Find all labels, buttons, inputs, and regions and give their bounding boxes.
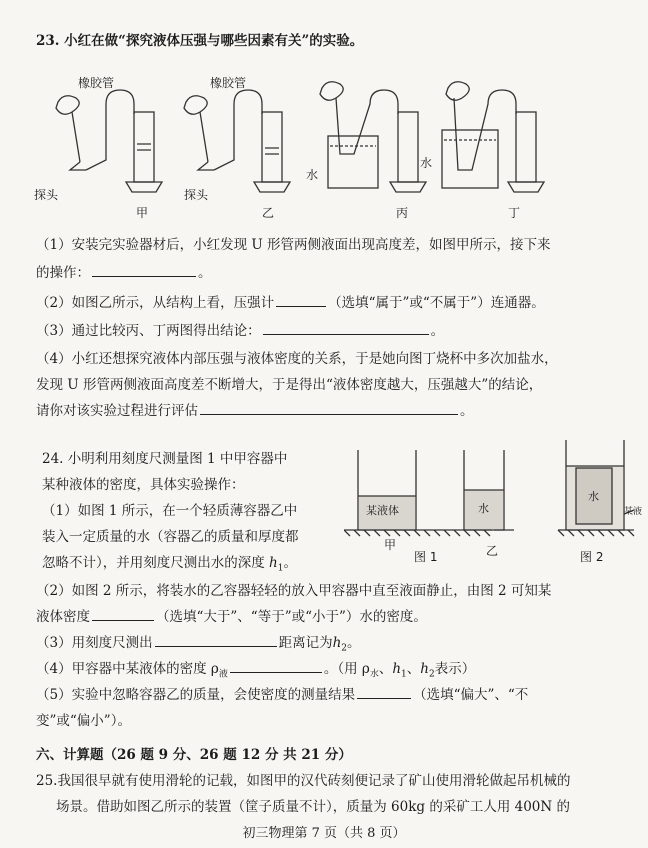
- q23-title: 23. 小红在做“探究液体压强与哪些因素有关”的实验。: [36, 33, 364, 49]
- label-water-d: 水: [420, 156, 433, 170]
- q23-answer-blank-1[interactable]: [92, 264, 196, 277]
- q24-part4-h2-sub: 2: [428, 669, 435, 680]
- label-liquid-fig2: 某液: [624, 507, 643, 517]
- q24-answer-blank-4[interactable]: [230, 660, 322, 673]
- q23-part1-suffix: 。: [198, 265, 212, 281]
- q23-part1-prefix: 的操作：: [36, 265, 90, 281]
- q24-part5-line2: 变”或“偏小”）。: [36, 713, 131, 729]
- q24-part4-mid: 。（用 ρ: [323, 661, 370, 677]
- u-tube-d: [516, 112, 536, 182]
- q24-part3-var: h: [332, 635, 342, 651]
- q23-part2-suffix: （选填“属于”或“不属于”）连通器。: [328, 295, 545, 311]
- caption-bing: 丙: [396, 206, 409, 220]
- q24-line4: 装入一定质量的水（容器乙的质量和厚度都: [42, 529, 299, 545]
- hand-icon-b: [184, 96, 207, 115]
- q24-part4-h2: h: [420, 661, 429, 677]
- q24-line5: [42, 554, 297, 578]
- caption-fig2: 图 2: [580, 550, 604, 564]
- q24-answer-blank-5[interactable]: [357, 686, 411, 699]
- q23-part2-prefix: （2）如图乙所示，从结构上看，压强计: [36, 295, 275, 311]
- q23-part4-prefix: 请你对该实验过程进行评估: [36, 403, 198, 419]
- beaker-d: [442, 130, 498, 188]
- u-tube-c: [398, 112, 418, 182]
- caption-jia: 甲: [136, 206, 149, 220]
- q24-part4-sep1: 、: [378, 661, 393, 677]
- u-tube-a: [134, 112, 154, 182]
- hand-icon-d: [446, 82, 469, 101]
- q24-answer-blank-2[interactable]: [92, 608, 154, 621]
- q24-part5-line1: [36, 686, 528, 704]
- caption-jia-24: 甲: [384, 538, 397, 552]
- q24-part4-end: 表示）: [434, 661, 476, 677]
- label-water-c: 水: [306, 168, 319, 182]
- q23-answer-blank-4[interactable]: [200, 402, 458, 415]
- q23-part3-prefix: （3）通过比较丙、丁两图得出结论：: [36, 323, 261, 339]
- hand-icon-c: [320, 82, 343, 101]
- q24-part2-line1: （2）如图 2 所示，将装水的乙容器轻轻的放入甲容器中直至液面静止，由图 2 可知某: [36, 583, 552, 599]
- q23-part1-line2: [36, 264, 212, 282]
- q24-part3-suffix: 距离记为: [278, 635, 333, 651]
- q24-line5-text: 忽略不计），并用刻度尺测出水的深度: [42, 555, 265, 571]
- q24-line5-sub: 1: [277, 563, 284, 574]
- q23-part4-line1: （4）小红还想探究液体内部压强与液体密度的关系，于是她向图丁烧杯中多次加盐水，: [36, 351, 558, 367]
- page-footer: 初三物理第 7 页（共 8 页）: [242, 826, 406, 841]
- caption-yi-24: 乙: [486, 544, 499, 558]
- q24-part5-prefix: （5）实验中忽略容器乙的质量，会使密度的测量结果: [36, 687, 356, 703]
- q24-part4-sub-water: 水: [369, 669, 379, 680]
- q24-figures: [344, 438, 644, 568]
- q24-part4-h1-sub: 1: [401, 669, 407, 680]
- hand-icon-a: [56, 96, 79, 115]
- q23-part3-suffix: 。: [430, 323, 445, 339]
- q24-line5-var: h: [269, 555, 278, 571]
- q23-part3: [36, 322, 444, 340]
- q24-part2-suffix: （选填“大于”、“等于”或“小于”）水的密度。: [156, 609, 427, 625]
- q24-part4-sub-liquid: 液: [218, 669, 228, 680]
- q24-part4: [36, 660, 475, 684]
- q24-answer-blank-3[interactable]: [155, 634, 277, 647]
- probe-a: [70, 162, 86, 170]
- q24-part2-prefix: 液体密度: [36, 609, 90, 625]
- q24-part3: [36, 634, 361, 658]
- label-probe-b: 探头: [184, 188, 209, 202]
- section6-title: 六、计算题（26 题 9 分、26 题 12 分 共 21 分）: [36, 747, 352, 763]
- probe-b: [198, 162, 214, 170]
- label-liquid: 某液体: [366, 504, 399, 517]
- q24-line2: 某种液体的密度，具体实验操作：: [42, 477, 245, 493]
- label-rubber-tube-b: 橡胶管: [210, 76, 247, 90]
- q23-figures: [34, 74, 560, 224]
- caption-yi: 乙: [262, 206, 275, 220]
- q24-line1: 24. 小明利用刻度尺测量图 1 中甲容器中: [42, 451, 288, 467]
- q24-part5-suffix: （选填“偏大”、“不: [413, 687, 529, 703]
- q24-part4-h1: h: [392, 661, 402, 677]
- label-probe-a: 探头: [34, 188, 59, 202]
- label-rubber-tube-a: 橡胶管: [78, 76, 115, 90]
- caption-ding: 丁: [508, 206, 521, 220]
- q23-part4-line2: 发现 U 形管两侧液面高度差不断增大，于是得出“液体密度越大，压强越大”的结论，: [36, 377, 543, 393]
- q24-part4-sep2: 、: [406, 661, 421, 677]
- q24-part4-prefix: （4）甲容器中某液体的密度 ρ: [36, 661, 219, 677]
- q23-answer-blank-3[interactable]: [263, 322, 429, 335]
- q24-line3: （1）如图 1 所示，在一个轻质薄容器乙中: [42, 503, 298, 519]
- q23-part1-line1: （1）安装完实验器材后，小红发现 U 形管两侧液面出现高度差，如图甲所示，接下来: [36, 237, 551, 253]
- beaker-c: [328, 136, 378, 188]
- q24-part3-sub: 2: [341, 643, 348, 654]
- q23-figure-svg: [40, 74, 560, 224]
- q24-part3-end: 。: [347, 635, 361, 651]
- q24-part3-prefix: （3）用刻度尺测出: [36, 635, 153, 651]
- q24-line5-end: 。: [283, 555, 297, 571]
- caption-fig1: 图 1: [414, 550, 438, 564]
- q23-part2: [36, 294, 545, 312]
- q23-part4-suffix: 。: [460, 403, 474, 419]
- label-water-yi: 水: [478, 502, 489, 515]
- q25-line1: 25.我国很早就有使用滑轮的记载，如图甲的汉代砖刻便记录了矿山使用滑轮做起吊机械的: [36, 773, 571, 789]
- q25-line2: 场景。借助如图乙所示的装置（筐子质量不计），质量为 60kg 的采矿工人用 400N 的: [56, 799, 570, 815]
- q23-answer-blank-2[interactable]: [276, 294, 326, 307]
- label-water-fig2: 水: [588, 490, 599, 503]
- q23-part4-line3: [36, 402, 474, 420]
- q24-part2-line2: [36, 608, 427, 626]
- u-tube-b: [262, 112, 282, 182]
